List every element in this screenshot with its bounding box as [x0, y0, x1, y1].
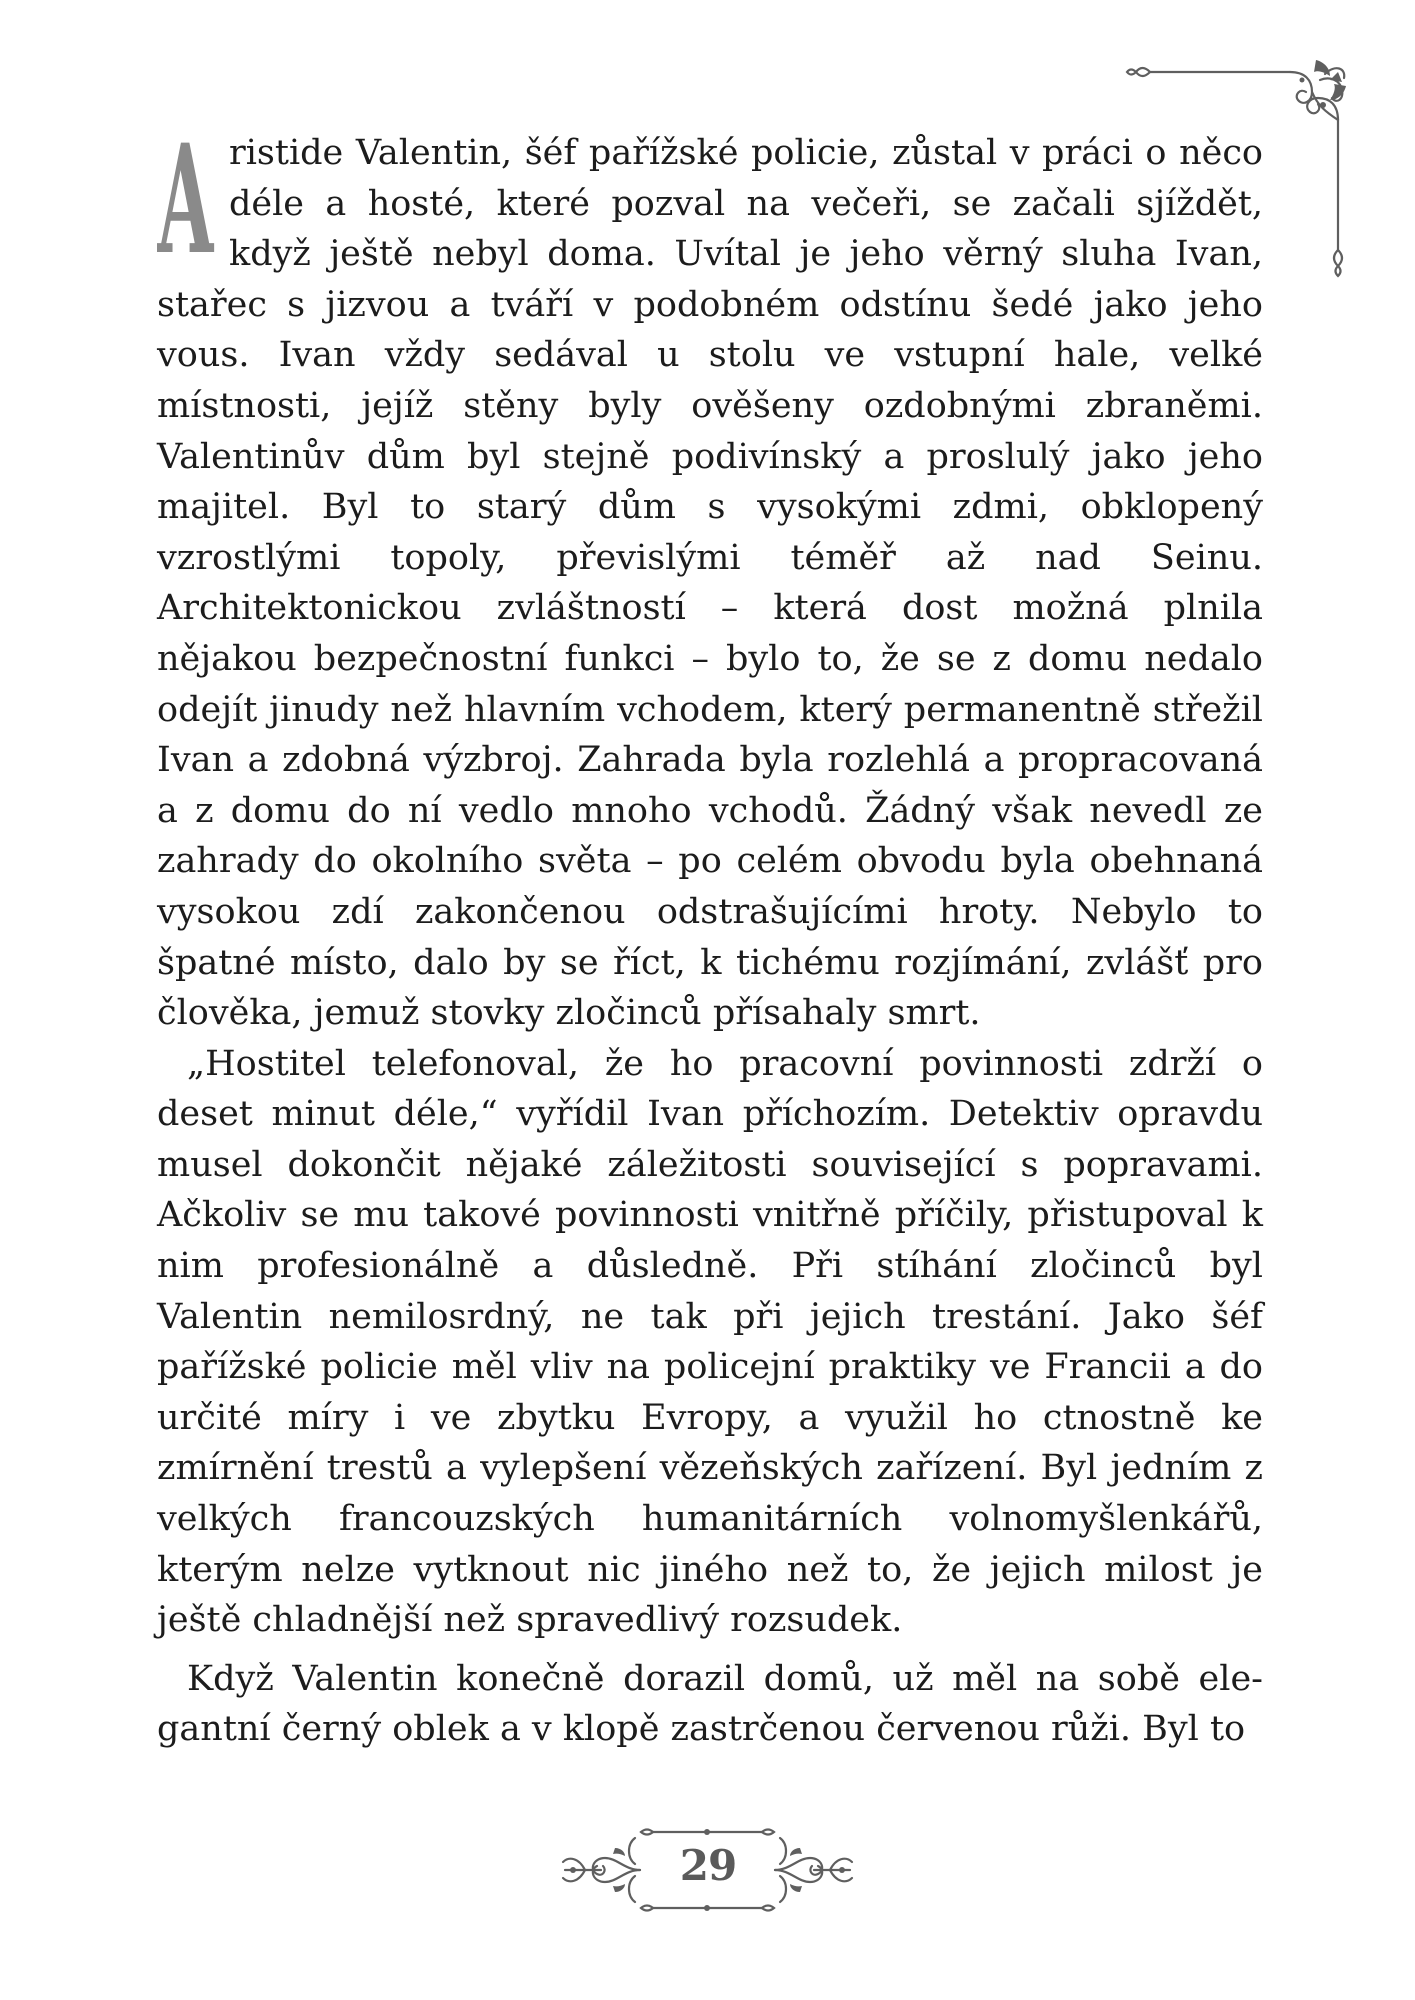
paragraph	[157, 128, 1263, 1039]
drop-cap-letter-icon	[157, 132, 219, 274]
paragraph-text: „Hostitel telefonoval, že ho pracovní povinnosti zdrží o deset minut déle,“ vyřídil Ivan příchozím. Detektiv opravdu musel dokončit nějaké záležitosti související s popravami. Ačkoliv se mu takové povinnosti vnitřně příčily, přistupoval k nim profesionálně a důsledně. Při stíhání zločinců byl Valentin nemilosrdný, ne tak při jejich trestání. Jako šéf pařížské policie měl vliv na policejní praktiky ve Francii a do určité míry i ve zbytku Evropy, a využil ho ctnostně ke zmírnění trestů a vylepšení vězeňských zařízení. Byl jedním z velkých francouzských humanitárních volnomyšlenkářů, kterým nelze vytknout nic jiného než to, že jejich milost je ještě chladnější než spravedlivý rozsudek.	[157, 1043, 1263, 1641]
paragraph	[157, 1039, 1263, 1646]
paragraph	[157, 1654, 1263, 1755]
body-text	[157, 128, 1263, 1755]
drop-cap	[157, 132, 219, 274]
paragraph-text: Když Valentin konečně dorazil domů, už měl na sobě elegantní černý oblek a v klopě zastrčenou červenou růži. Byl to	[157, 1658, 1263, 1750]
page-number: 29	[679, 1841, 737, 1890]
paragraph-text: ristide Valentin, šéf pařížské policie, zůstal v práci o něco déle a hosté, které pozval na večeři, se začali sjíždět, když ještě nebyl doma. Uvítal je jeho věrný sluha Ivan, stařec s jizvou a tváří v podobném odstínu šedé jako jeho vous. Ivan vždy sedával u stolu ve vstupní hale, velké místnosti, jejíž stěny byly ověšeny ozdobnými zbraněmi. Valentinův dům byl stejně podivínský a proslulý jako jeho majitel. Byl to starý dům s vysokými zdmi, obklopený vzrostlými topoly, převislými téměř až nad Seinu. Architektonickou zvláštností – která dost možná plnila nějakou bezpečnostní funkci – bylo to, že se z domu nedalo odejít jinudy než hlavním vchodem, který permanentně střežil Ivan a zdobná výzbroj. Zahrada byla rozlehlá a propracovaná a z domu do ní vedlo mnoho vchodů. Žádný však nevedl ze zahrady do okolního světa – po celém obvodu byla obehnaná vysokou zdí zakončenou odstrašujícími hroty. Nebylo to špatné místo, dalo by se říct, k tichému rozjímání, zvlášť pro člověka, jemuž stovky zločinců přísahaly smrt.	[157, 133, 1263, 1034]
svg-text:A: A	[157, 132, 214, 274]
